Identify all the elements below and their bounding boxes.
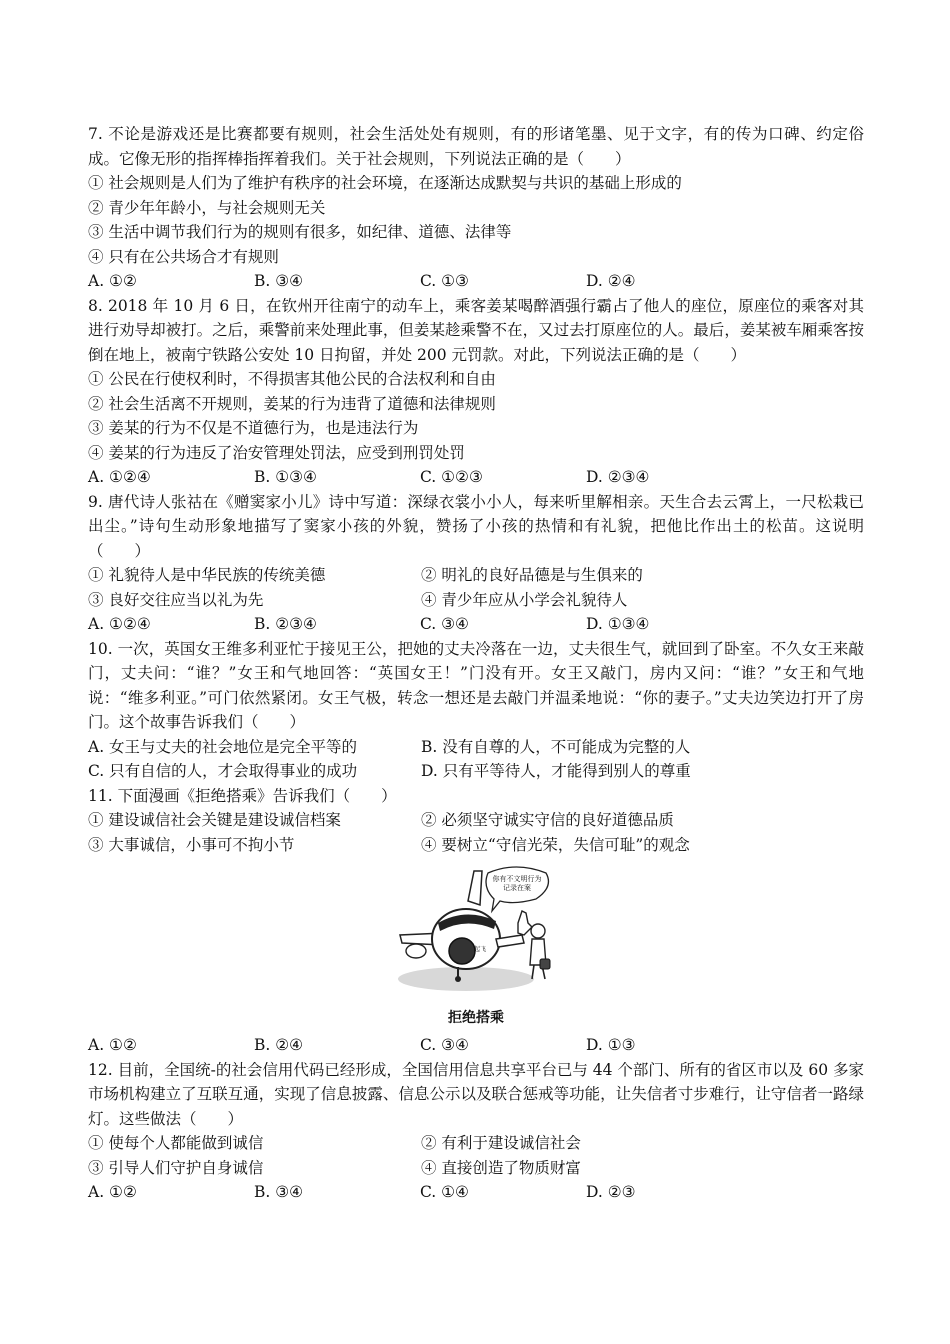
q12-option-d[interactable]: D. ②③ (586, 1183, 636, 1201)
q12-items-row-2 (88, 1156, 864, 1181)
q8-options (88, 465, 864, 490)
q11-item-2: ② 必须坚守诚实守信的良好道德品质 (421, 811, 674, 829)
q7-item-3: ③ 生活中调节我们行为的规则有很多，如纪律、道德、法律等 (88, 223, 512, 241)
q9-item-3: ③ 良好交往应当以礼为先 (88, 590, 264, 609)
q8-stem: 8. 2018 年 10 月 6 日，在钦州开往南宁的动车上，乘客姜某喝醉酒强行霸占了他人的座位，原座位的乘客对其进行劝导却被打。之后，乘警前来处理此事，但姜某趁乘警不在，又过去打原座位的人。最后，姜某被车厢乘客按倒在地上，被南宁铁路公安处 10 日拘留，并处 200 元罚款。对此，下列说法正确的是（ ） (88, 296, 864, 364)
q11-items-row-1 (88, 808, 864, 833)
q9-option-d[interactable]: D. ①③④ (586, 615, 650, 633)
q12-item-1: ① 使每个人都能做到诚信 (88, 1134, 264, 1152)
q12-option-b[interactable]: B. ③④ (254, 1183, 304, 1201)
q8-item-1: ① 公民在行使权利时，不得损害其他公民的合法权利和自由 (88, 370, 496, 388)
q12-item-4: ④ 直接创造了物质财富 (421, 1158, 581, 1177)
q12-options (88, 1180, 864, 1205)
q8-item-2: ② 社会生活离不开规则，姜某的行为违背了道德和法律规则 (88, 394, 496, 413)
q8-option-b[interactable]: B. ①③④ (254, 468, 317, 486)
q10-option-b[interactable]: B. 没有自尊的人，不可能成为完整的人 (421, 737, 691, 756)
q10-stem: 10. 一次，英国女王维多利亚忙于接见王公，把她的丈夫冷落在一边，丈夫很生气，就回到了卧室。不久女王来敲门，丈夫问：“谁？”女王和气地回答：“英国女王！”门没有开。女王又敲门，房内又问：“谁？”女王和气地说：“维多利亚。”可门依然紧闭。女王气极，转念一想还是去敲门并温柔地说：“你的妻子。”丈夫边笑边打开了房门。这个故事告诉我们（ ） (88, 639, 864, 731)
q9-stem: 9. 唐代诗人张祜在《赠窦家小儿》诗中写道：深绿衣裳小小人，每来听里解相亲。天生合去云霄上，一尺松栽已出尘。”诗句生动形象地描写了窦家小孩的外貌，赞扬了小孩的热情和有礼貌，把他比作出土的松苗。这说明（ ） (88, 492, 864, 560)
q8-option-a[interactable]: A. ①②④ (88, 468, 151, 486)
cartoon-caption: 拒绝搭乘 (448, 1010, 504, 1026)
q8-item-3: ③ 姜某的行为不仅是不道德行为，也是违法行为 (88, 419, 419, 437)
q11-stem: 11. 下面漫画《拒绝搭乘》告诉我们（ ） (88, 786, 397, 805)
q7-item-2: ② 青少年年龄小，与社会规则无关 (88, 198, 326, 217)
q9-option-a[interactable]: A. ①②④ (88, 615, 151, 633)
q11-option-b[interactable]: B. ②④ (254, 1036, 304, 1054)
q11-items-row-2 (88, 833, 864, 858)
cartoon-sign: 起飞 (474, 946, 487, 953)
q11-item-4: ④ 要树立“守信光荣，失信可耻”的观念 (421, 835, 690, 854)
q11-option-a[interactable]: A. ①② (88, 1036, 137, 1054)
q8-item-4: ④ 姜某的行为违反了治安管理处罚法，应受到刑罚处罚 (88, 443, 465, 462)
q11-options (88, 1033, 864, 1058)
q9-item-1: ① 礼貌待人是中华民族的传统美德 (88, 566, 326, 584)
q8-option-c[interactable]: C. ①②③ (420, 468, 483, 486)
refuse-boarding-cartoon (396, 861, 556, 1031)
q9-options (88, 612, 864, 637)
q7-item-1: ① 社会规则是人们为了维护有秩序的社会环境，在逐渐达成默契与共识的基础上形成的 (88, 174, 682, 192)
q9-item-2: ② 明礼的良好品德是与生俱来的 (421, 566, 643, 584)
q9-items-row-1 (88, 563, 864, 588)
q10-options-row-1 (88, 735, 864, 760)
q7-option-d[interactable]: D. ②④ (586, 272, 636, 290)
q11-item-1: ① 建设诚信社会关键是建设诚信档案 (88, 811, 341, 829)
q7-options (88, 269, 864, 294)
q10-option-d[interactable]: D. 只有平等待人，才能得到别人的尊重 (421, 762, 691, 780)
q11-option-c[interactable]: C. ③④ (420, 1036, 469, 1054)
q12-option-a[interactable]: A. ①② (88, 1183, 137, 1201)
exam-page (88, 122, 864, 1205)
q7-option-c[interactable]: C. ①③ (420, 272, 469, 290)
cartoon-container (88, 861, 864, 1031)
q9-items-row-2 (88, 588, 864, 613)
q11-item-3: ③ 大事诚信，小事可不拘小节 (88, 835, 295, 854)
q10-options-row-2 (88, 759, 864, 784)
q11-option-d[interactable]: D. ①③ (586, 1036, 636, 1054)
q8-option-d[interactable]: D. ②③④ (586, 468, 650, 486)
cartoon-speech-bubble: 你有不文明行为记录在案 (492, 875, 542, 892)
q12-items-row-1 (88, 1131, 864, 1156)
q7-item-4: ④ 只有在公共场合才有规则 (88, 247, 279, 266)
q7-option-b[interactable]: B. ③④ (254, 272, 304, 290)
q12-item-2: ② 有利于建设诚信社会 (421, 1134, 581, 1152)
q12-option-c[interactable]: C. ①④ (420, 1183, 469, 1201)
q9-item-4: ④ 青少年应从小学会礼貌待人 (421, 590, 628, 609)
q7-option-a[interactable]: A. ①② (88, 272, 137, 290)
q12-stem: 12. 目前，全国统-的社会信用代码已经形成，全国信用信息共享平台已与 44 个部门、所有的省区市以及 60 多家市场机构建立了互联互通，实现了信息披露、信息公示以及联合惩戒等功能，让失信者寸步难行，让守信者一路绿灯。这些做法（ ） (88, 1060, 864, 1128)
q9-option-b[interactable]: B. ②③④ (254, 615, 317, 633)
q10-option-a[interactable]: A. 女王与丈夫的社会地位是完全平等的 (88, 737, 358, 756)
q10-option-c[interactable]: C. 只有自信的人，才会取得事业的成功 (88, 762, 358, 780)
q7-stem: 7. 不论是游戏还是比赛都要有规则，社会生活处处有规则，有的形诸笔墨、见于文字，有的传为口碑、约定俗成。它像无形的指挥棒指挥着我们。关于社会规则，下列说法正确的是（ ） (88, 125, 864, 168)
q9-option-c[interactable]: C. ③④ (420, 615, 469, 633)
q12-item-3: ③ 引导人们守护自身诚信 (88, 1158, 264, 1177)
